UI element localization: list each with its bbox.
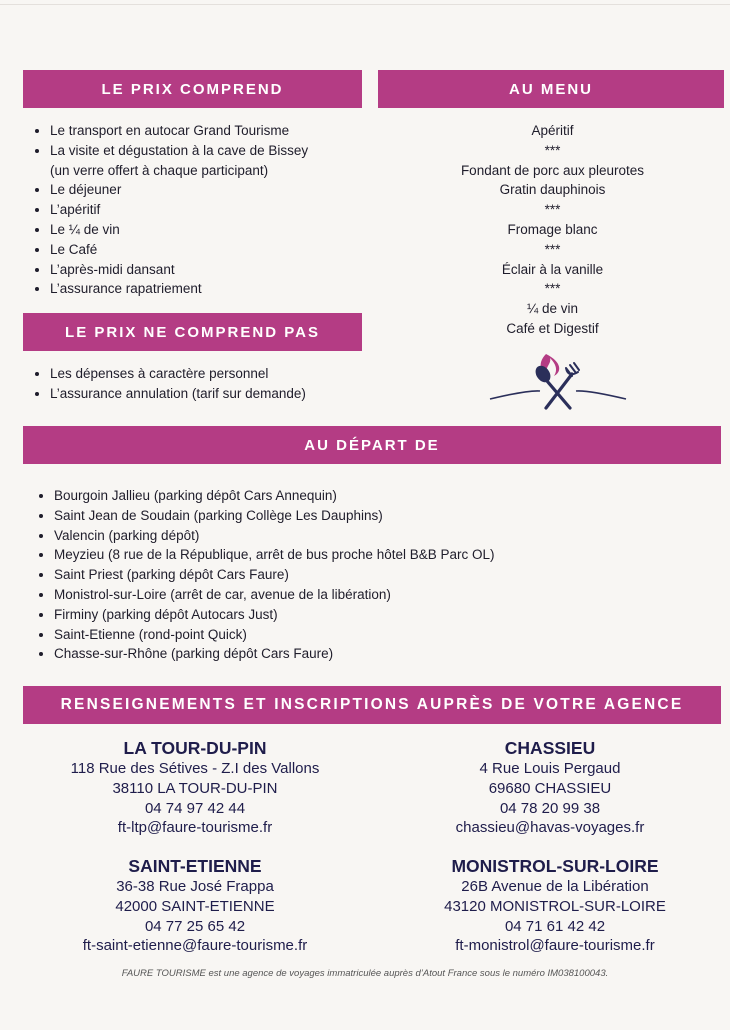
legal-footer: FAURE TOURISME est une agence de voyages immatriculée auprès d’Atout France sous le numéro IM038100043. bbox=[121, 968, 609, 979]
agency-phone: 04 77 25 65 42 bbox=[144, 917, 246, 935]
list-item: • La visite et dégustation à la cave de Bissey (un verre offert à chaque participant) bbox=[50, 141, 390, 181]
menu-line: Fondant de porc aux pleurotes bbox=[460, 162, 645, 178]
agency-phone: 04 71 61 42 42 bbox=[504, 917, 606, 935]
menu-list bbox=[430, 121, 675, 339]
menu-separator: *** bbox=[544, 241, 561, 257]
agency-email: chassieu@havas-voyages.fr bbox=[455, 819, 645, 837]
depart-banner: AU DÉPART DE bbox=[23, 426, 721, 464]
agency-address: 36-38 Rue José Frappa bbox=[116, 878, 274, 895]
depart-list bbox=[28, 486, 730, 664]
agency-chassieu bbox=[400, 737, 700, 838]
list-item: • Valencin (parking dépôt) bbox=[54, 526, 730, 546]
menu-banner: AU MENU bbox=[378, 70, 724, 108]
agency-name: SAINT-ETIENNE bbox=[128, 856, 262, 876]
list-item: • Chasse-sur-Rhône (parking dépôt Cars Faure) bbox=[54, 644, 730, 664]
agency-monistrol-sur-loire bbox=[400, 855, 710, 956]
menu-line: Gratin dauphinois bbox=[499, 182, 606, 198]
agency-la-tour-du-pin bbox=[45, 737, 345, 838]
list-item: • L’assurance rapatriement bbox=[50, 279, 390, 299]
top-divider bbox=[0, 4, 730, 5]
agency-email: ft-saint-etienne@faure-tourisme.fr bbox=[82, 937, 308, 955]
list-item: • Saint-Etienne (rond-point Quick) bbox=[54, 625, 730, 645]
agency-email: ft-monistrol@faure-tourisme.fr bbox=[455, 937, 655, 955]
agency-phone: 04 78 20 99 38 bbox=[499, 799, 601, 817]
list-item: • Le Café bbox=[50, 240, 390, 260]
list-item: • Saint Priest (parking dépôt Cars Faure) bbox=[54, 565, 730, 585]
agency-city: 43120 MONISTROL-SUR-LOIRE bbox=[444, 897, 666, 915]
agency-city: 38110 LA TOUR-DU-PIN bbox=[112, 779, 278, 797]
agency-name: LA TOUR-DU-PIN bbox=[123, 738, 267, 758]
list-item: • Firminy (parking dépôt Autocars Just) bbox=[54, 605, 730, 625]
menu-line: Café et Digestif bbox=[506, 320, 599, 336]
menu-line: ¼ de vin bbox=[526, 301, 579, 317]
agency-address: 118 Rue des Sétives - Z.I des Vallons bbox=[70, 760, 320, 777]
renseignements-banner: RENSEIGNEMENTS ET INSCRIPTIONS AUPRÈS DE VOTRE AGENCE bbox=[23, 686, 721, 724]
agency-phone: 04 74 97 42 44 bbox=[144, 799, 246, 817]
prix-comprend-banner: LE PRIX COMPREND bbox=[23, 70, 362, 108]
agency-email: ft-ltp@faure-tourisme.fr bbox=[117, 819, 273, 837]
list-item: • Meyzieu (8 rue de la République, arrêt de bus proche hôtel B&B Parc OL) bbox=[54, 545, 730, 565]
list-item-continuation: (un verre offert à chaque participant) bbox=[50, 162, 269, 178]
menu-separator: *** bbox=[544, 281, 561, 297]
agency-saint-etienne bbox=[45, 855, 345, 956]
prix-ne-comprend-pas-banner: LE PRIX NE COMPREND PAS bbox=[23, 313, 362, 351]
agency-address: 4 Rue Louis Pergaud bbox=[479, 760, 621, 777]
agency-name: CHASSIEU bbox=[504, 738, 596, 758]
menu-line: Fromage blanc bbox=[507, 221, 598, 237]
list-item: • Le ¼ de vin bbox=[50, 220, 390, 240]
list-item: • Le déjeuner bbox=[50, 180, 390, 200]
list-item: • L’après-midi dansant bbox=[50, 260, 390, 280]
list-item: • L’apéritif bbox=[50, 200, 390, 220]
agency-name: MONISTROL-SUR-LOIRE bbox=[451, 856, 659, 876]
list-item: • L’assurance annulation (tarif sur demande) bbox=[50, 384, 390, 404]
agency-city: 42000 SAINT-ETIENNE bbox=[115, 897, 275, 915]
list-item: • Saint Jean de Soudain (parking Collège Les Dauphins) bbox=[54, 506, 730, 526]
list-item: • Les dépenses à caractère personnel bbox=[50, 364, 390, 384]
dining-icon bbox=[488, 350, 628, 412]
prix-comprend-list bbox=[24, 121, 390, 299]
menu-separator: *** bbox=[544, 202, 561, 218]
agency-city: 69680 CHASSIEU bbox=[488, 779, 612, 797]
menu-line: Éclair à la vanille bbox=[501, 261, 604, 277]
list-item: • Bourgoin Jallieu (parking dépôt Cars Annequin) bbox=[54, 486, 730, 506]
menu-line: Apéritif bbox=[531, 123, 574, 138]
list-item: • Le transport en autocar Grand Tourisme bbox=[50, 121, 390, 141]
list-item: • Monistrol-sur-Loire (arrêt de car, avenue de la libération) bbox=[54, 585, 730, 605]
agency-address: 26B Avenue de la Libération bbox=[461, 878, 649, 895]
menu-separator: *** bbox=[544, 142, 561, 158]
prix-ne-comprend-pas-list bbox=[24, 364, 390, 404]
